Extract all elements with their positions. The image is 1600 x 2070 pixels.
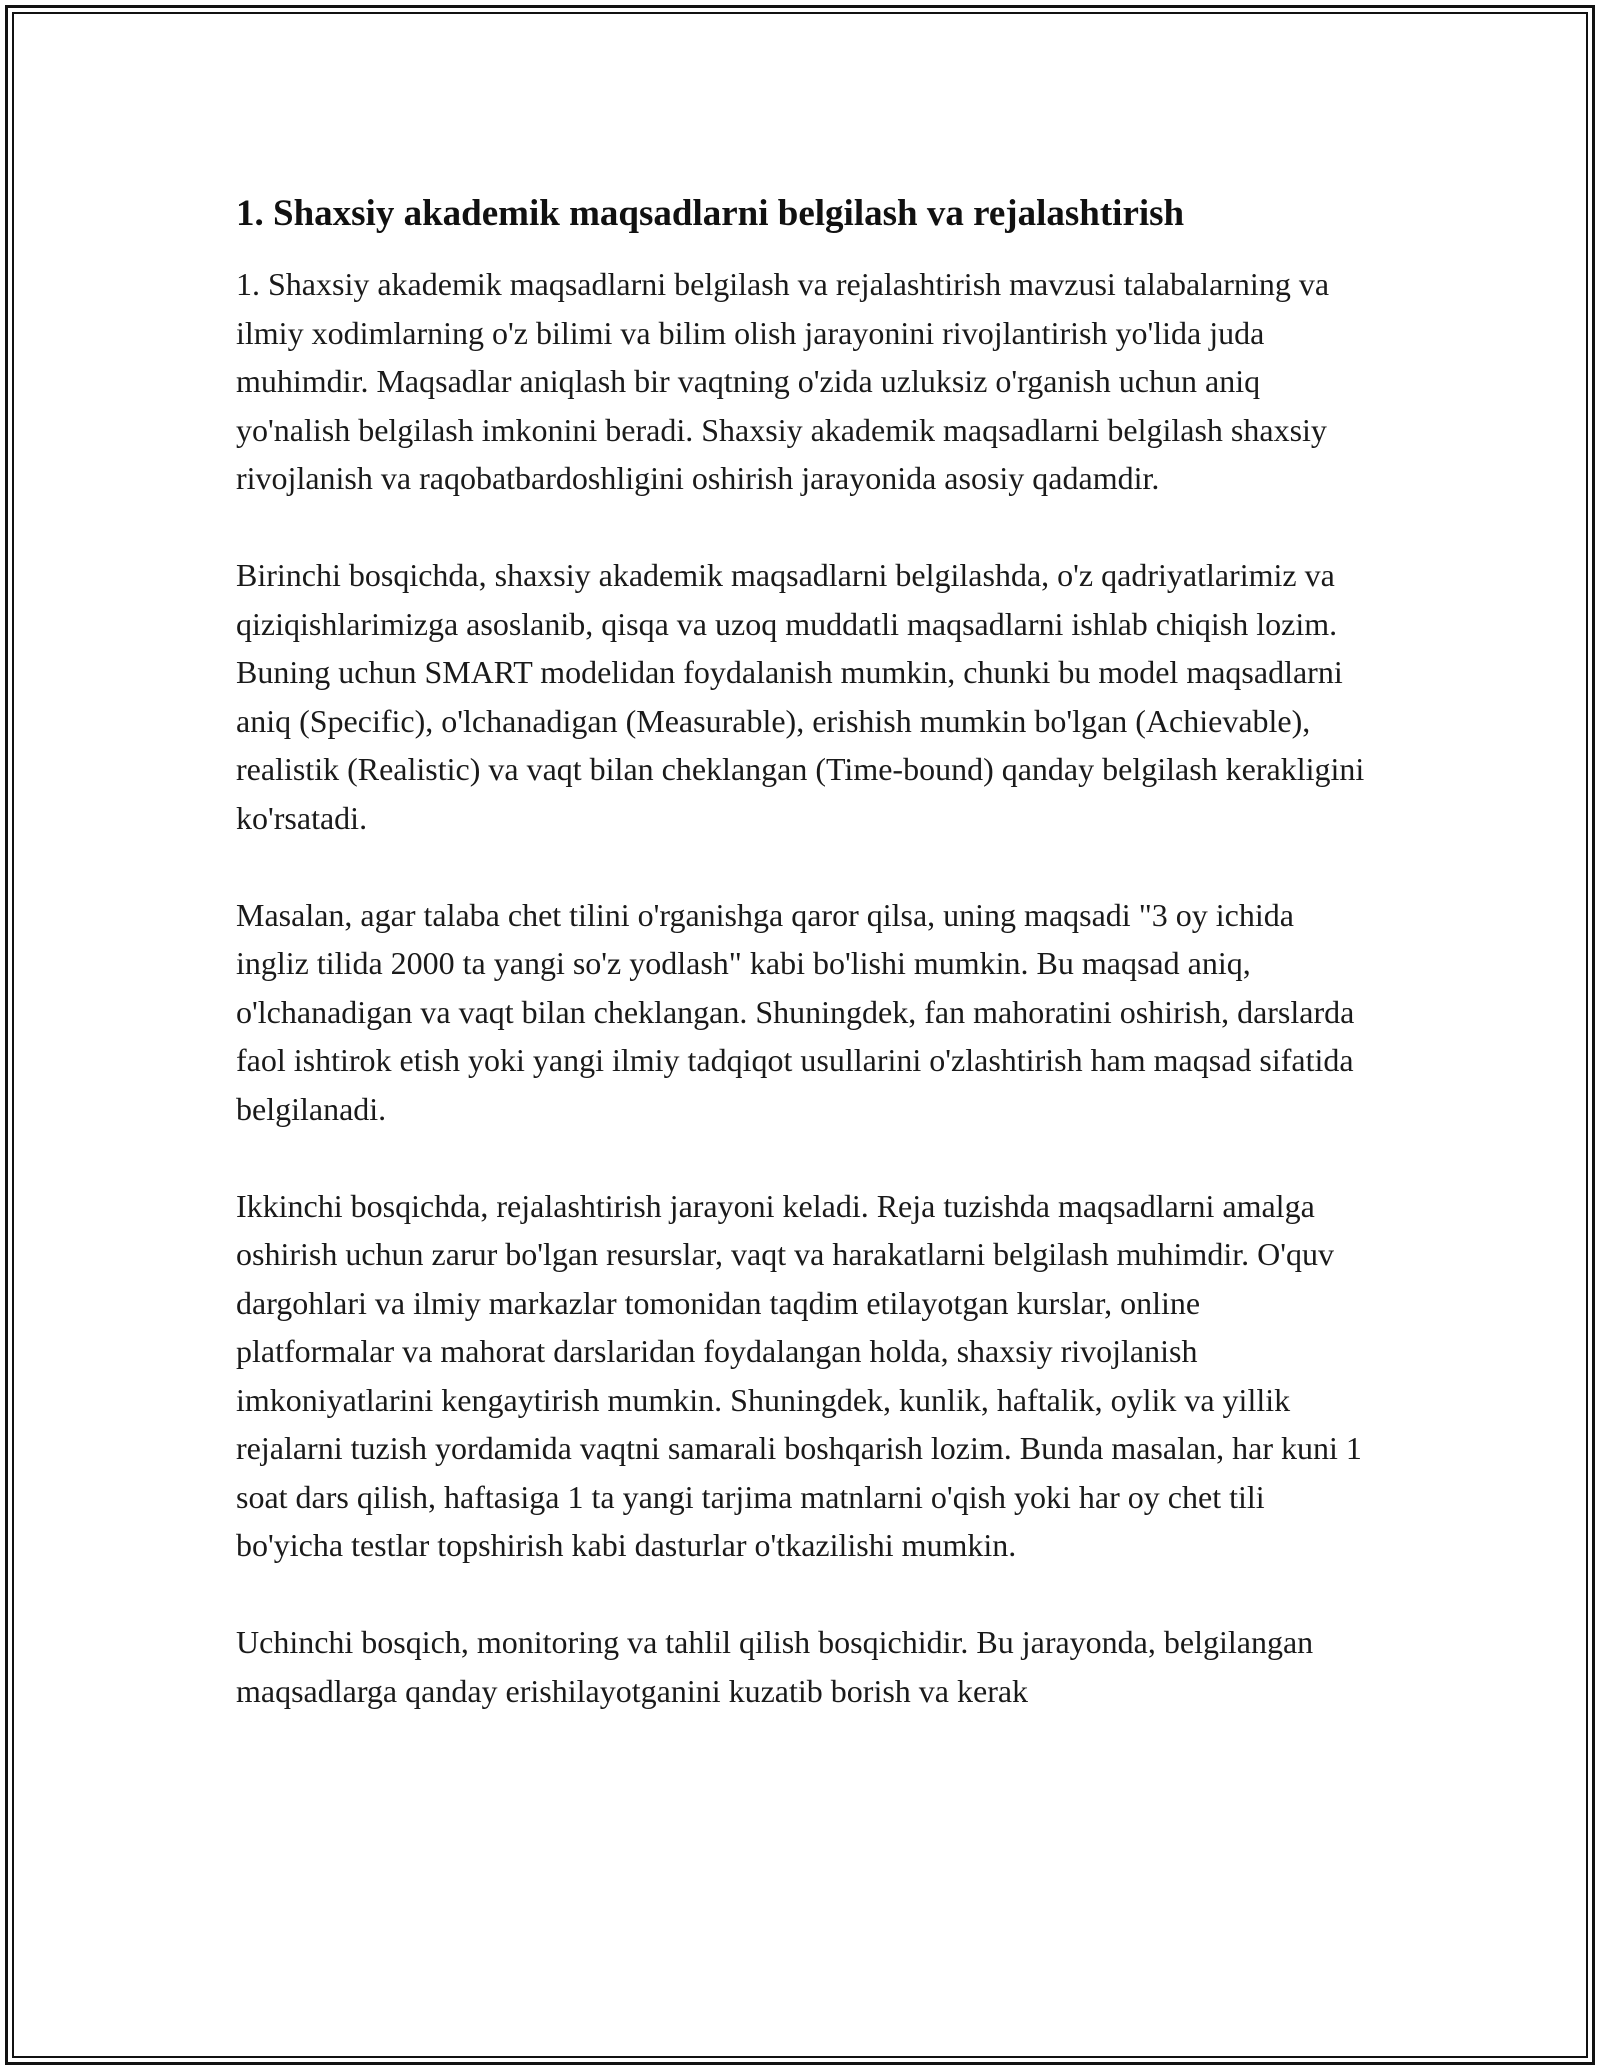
paragraph-second-stage: Ikkinchi bosqichda, rejalashtirish jarayoni keladi. Reja tuzishda maqsadlarni amalga oshirish uchun zarur bo'lgan resurslar, vaqt va harakatlarni belgilash muhimdir. O'quv dargohlari va ilmiy markazlar tomonidan taqdim etilayotgan kurslar, online platformalar va mahorat darslaridan foydalangan holda, shaxsiy rivojlanish imkoniyatlarini kengaytirish mumkin. Shuningdek, kunlik, haftalik, oylik va yillik rejalarni tuzish yordamida vaqtni samarali boshqarish lozim. Bunda masalan, har kuni 1 soat dars qilish, haftasiga 1 ta yangi tarjima matnlarni o'qish yoki har oy chet tili bo'yicha testlar topshirish kabi dasturlar o'tkazilishi mumkin. — [236, 1187, 1362, 1563]
paragraph-example: Masalan, agar talaba chet tilini o'rganishga qaror qilsa, uning maqsadi "3 oy ichida ingliz tilida 2000 ta yangi so'z yodlash" kabi bo'lishi mumkin. Bu maqsad aniq, o'lchanadigan va vaqt bilan cheklangan. Shuningdek, fan mahoratini oshirish, darslarda faol ishtirok etish yoki yangi ilmiy tadqiqot usullarini o'zlashtirish ham maqsad sifatida belgilanadi. — [236, 896, 1355, 1127]
document-body — [236, 186, 1366, 1764]
section-heading: 1. Shaxsiy akademik maqsadlarni belgilash va rejalashtirish — [236, 193, 1185, 234]
paragraph-first-stage: Birinchi bosqichda, shaxsiy akademik maqsadlarni belgilashda, o'z qadriyatlarimiz va qiziqishlarimizga asoslanib, qisqa va uzoq muddatli maqsadlarni ishlab chiqish lozim. Buning uchun SMART modelidan foydalanish mumkin, chunki bu model maqsadlarni aniq (Specific), o'lchanadigan (Measurable), erishish mumkin bo'lgan (Achievable), realistik (Realistic) va vaqt bilan cheklangan (Time-bound) qanday belgilash kerakligini ko'rsatadi. — [236, 557, 1365, 836]
paragraph-intro: 1. Shaxsiy akademik maqsadlarni belgilash va rejalashtirish mavzusi talabalarning va ilmiy xodimlarning o'z bilimi va bilim olish jarayonini rivojlantirish yo'lida juda muhimdir. Maqsadlar aniqlash bir vaqtning o'zida uzluksiz o'rganish uchun aniq yo'nalish belgilash imkonini beradi. Shaxsiy akademik maqsadlarni belgilash shaxsiy rivojlanish va raqobatbardoshligini oshirish jarayonida asosiy qadamdir. — [236, 266, 1330, 496]
paragraph-third-stage: Uchinchi bosqich, monitoring va tahlil qilish bosqichidir. Bu jarayonda, belgilangan maqsadlarga qanday erishilayotganini kuzatib borish va kerak — [236, 1624, 1314, 1709]
